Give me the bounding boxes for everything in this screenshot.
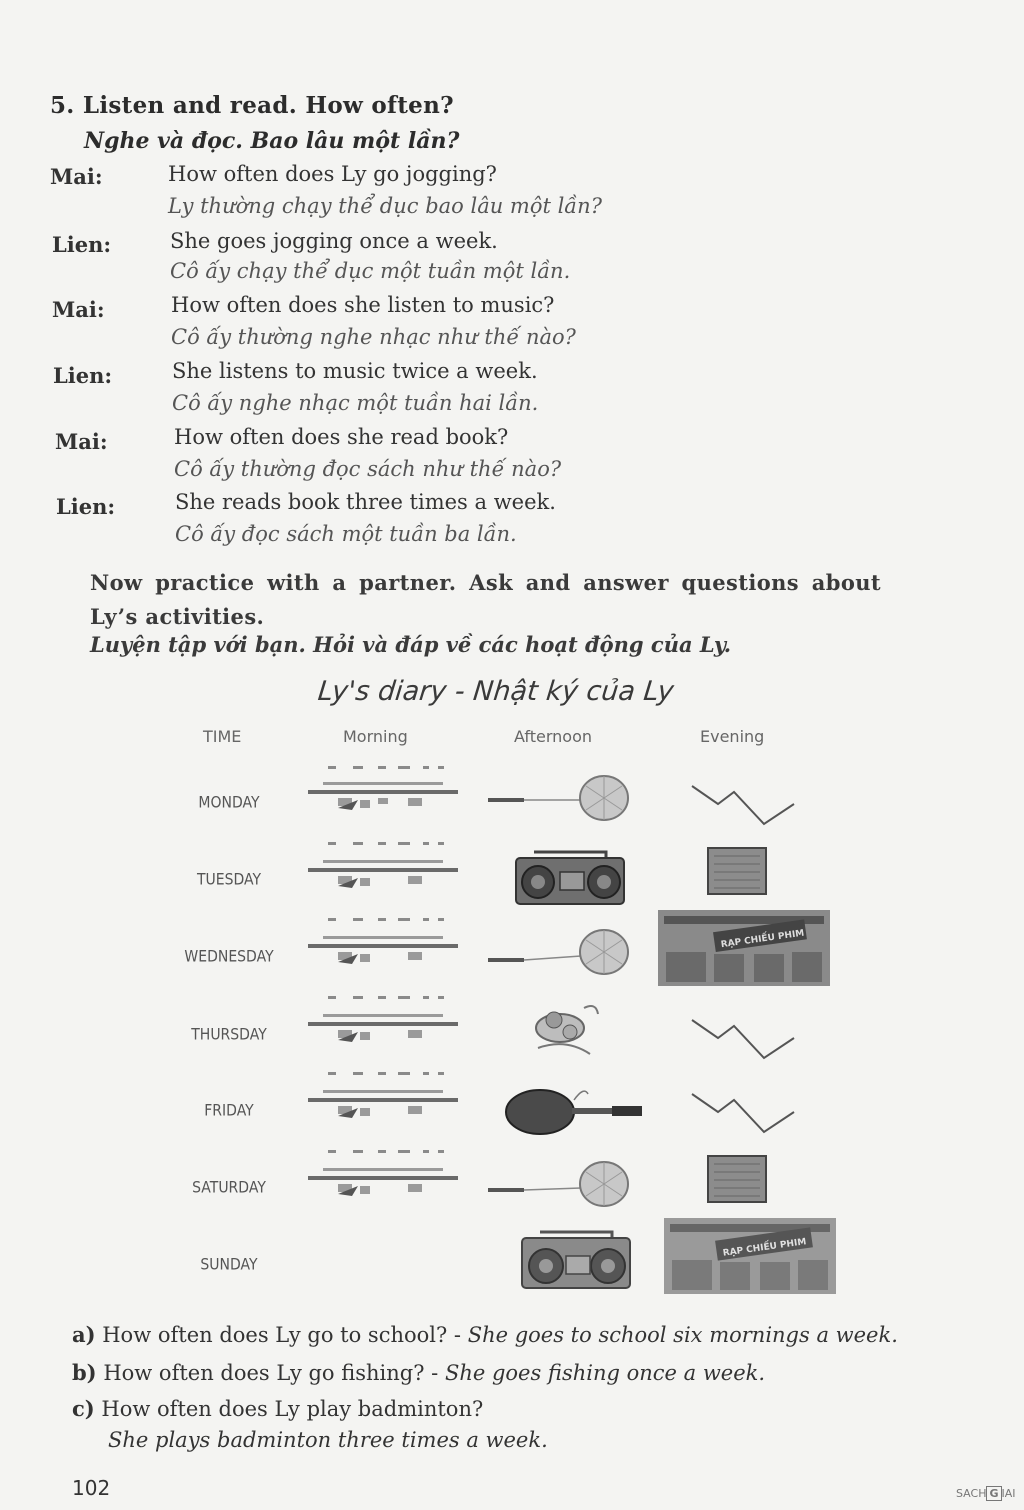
cinema-sign: RẠP CHIẾU PHIM [722, 1237, 807, 1259]
answer-question: How often does Ly go fishing? - [103, 1361, 445, 1385]
day-label: TUESDAY [196, 870, 262, 890]
jogging-path-icon [690, 1012, 796, 1066]
header-time: TIME [203, 727, 242, 746]
dialogue-line-en: She reads book three times a week. [175, 490, 556, 514]
header-evening: Evening [700, 727, 765, 746]
dialogue-line-vi: Cô ấy nghe nhạc một tuần hai lần. [172, 391, 539, 415]
exercise-title: 5. Listen and read. How often? [50, 92, 454, 119]
diary-title: Ly's diary - Nhật ký của Ly [316, 676, 676, 707]
dialogue-line-en: She listens to music twice a week. [172, 359, 538, 383]
school-icon [298, 914, 478, 974]
school-icon [298, 1146, 478, 1206]
practice-instruction-vi: Luyện tập với bạn. Hỏi và đáp về các hoạt động của Ly. [90, 632, 732, 657]
badminton-racket-icon [486, 926, 636, 982]
day-label: SUNDAY [200, 1255, 258, 1275]
answer-text: She goes to school six mornings a week. [467, 1323, 898, 1347]
speaker-label: Mai: [55, 429, 108, 454]
answer-c [72, 1396, 483, 1421]
answer-letter: c) [72, 1396, 95, 1421]
header-morning: Morning [343, 727, 408, 746]
speaker-label: Mai: [52, 297, 105, 322]
school-icon [298, 992, 478, 1052]
radio-cassette-icon [520, 1228, 632, 1292]
dialogue-line-en: How often does she listen to music? [171, 293, 555, 317]
speaker-label: Lien: [52, 232, 112, 257]
answer-a [72, 1322, 898, 1347]
jogging-path-icon [690, 776, 796, 830]
answer-question: How often does Ly go to school? - [102, 1323, 468, 1347]
speaker-label: Lien: [56, 494, 116, 519]
day-label: THURSDAY [191, 1025, 267, 1045]
day-label: WEDNESDAY [184, 947, 274, 967]
book-icon [706, 1154, 768, 1204]
dialogue-line-vi: Cô ấy chạy thể dục một tuần một lần. [170, 259, 571, 283]
dialogue-line-en: She goes jogging once a week. [170, 229, 498, 253]
speaker-label: Mai: [50, 164, 103, 189]
answer-question: How often does Ly play badminton? [101, 1397, 484, 1421]
header-afternoon: Afternoon [514, 727, 592, 746]
answer-b [72, 1360, 765, 1385]
book-icon [706, 846, 768, 896]
fishing-icon [526, 998, 606, 1060]
badminton-racket-icon [486, 772, 636, 828]
school-icon [298, 762, 478, 822]
dialogue-line-en: How often does she read book? [174, 425, 509, 449]
exercise-title-vi: Nghe và đọc. Bao lâu một lần? [84, 128, 460, 154]
school-icon [298, 838, 478, 898]
dialogue-line-en: How often does Ly go jogging? [168, 162, 497, 186]
day-label: MONDAY [198, 793, 260, 813]
answer-c-text [108, 1428, 548, 1452]
watermark-logo: SACH G IAI [956, 1487, 1016, 1500]
dialogue-line-vi: Ly thường chạy thể dục bao lâu một lần? [168, 194, 602, 218]
practice-instruction: Now practice with a partner. Ask and answer questions about [90, 570, 882, 595]
answer-letter: a) [72, 1322, 96, 1347]
badminton-racket-icon [486, 1158, 636, 1214]
jogging-path-icon [690, 1086, 796, 1140]
dialogue-line-vi: Cô ấy thường nghe nhạc như thế nào? [171, 325, 576, 349]
speaker-label: Lien: [53, 363, 113, 388]
school-icon [298, 1068, 478, 1128]
cinema-sign: RẠP CHIẾU PHIM [720, 928, 805, 951]
answer-text: She plays badminton three times a week. [108, 1428, 548, 1452]
practice-instruction-cont: Ly’s activities. [90, 604, 265, 629]
page-number: 102 [72, 1476, 111, 1500]
radio-cassette-icon [514, 846, 626, 906]
day-label: FRIDAY [204, 1101, 254, 1121]
dialogue-line-vi: Cô ấy thường đọc sách như thế nào? [174, 457, 562, 481]
day-label: SATURDAY [192, 1178, 266, 1198]
tennis-racket-icon [504, 1080, 646, 1144]
answer-text: She goes fishing once a week. [444, 1361, 766, 1385]
cinema-icon [664, 1216, 836, 1296]
cinema-icon [658, 908, 830, 988]
dialogue-line-vi: Cô ấy đọc sách một tuần ba lần. [175, 522, 517, 546]
answer-letter: b) [72, 1360, 97, 1385]
